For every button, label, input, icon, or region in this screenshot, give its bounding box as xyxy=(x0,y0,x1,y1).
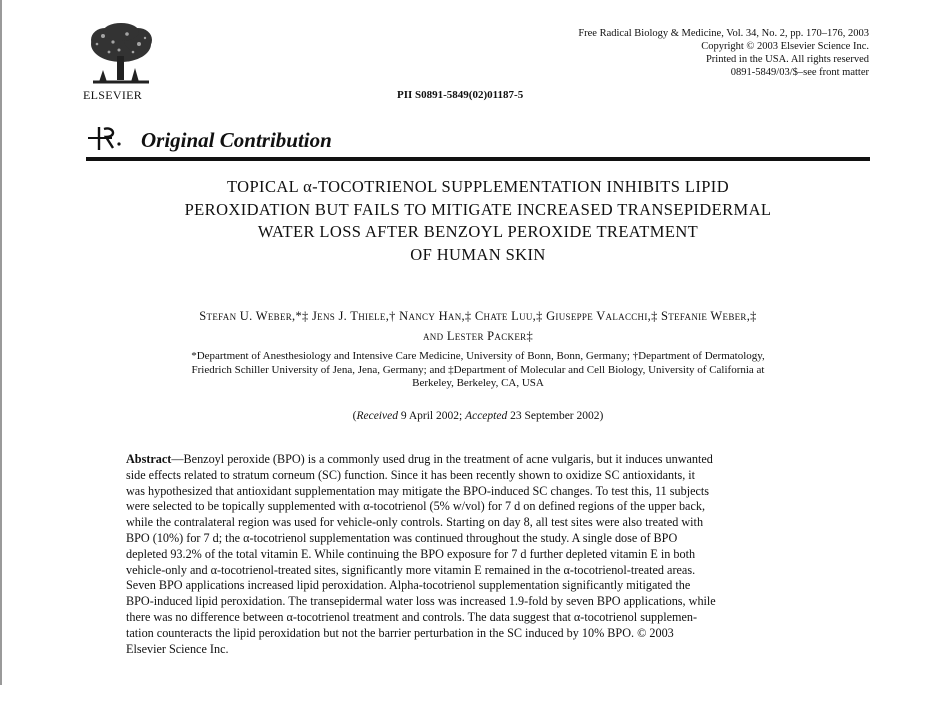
abstract-line: depleted 93.2% of the total vitamin E. While continuing the BPO exposure for 7 d further depleted vitamin E in both xyxy=(126,546,696,561)
section-label: Original Contribution xyxy=(141,128,332,152)
publisher-name: ELSEVIER xyxy=(83,88,143,102)
abstract-line: there was no difference between α-tocotrienol treatment and controls. The data suggest that α-tocotrienol supplemen- xyxy=(126,609,698,624)
abstract-line: Elsevier Science Inc. xyxy=(126,641,229,656)
abstract-line: Seven BPO applications increased lipid peroxidation. Alpha-tocotrienol supplementation significantly mitigated the xyxy=(126,578,691,593)
authors-line: Stefan U. Weber,*‡ Jens J. Thiele,† Nancy Han,‡ Chate Luu,‡ Giuseppe Valacchi,‡ Stefanie Weber,‡ xyxy=(199,309,757,323)
journal-citation: Free Radical Biology & Medicine, Vol. 34, No. 2, pp. 170–176, 2003 xyxy=(578,28,869,39)
abstract-line: BPO (10%) for 7 d; the α-tocotrienol supplementation was continued throughout the study. A single dose of BPO xyxy=(126,530,678,545)
section-mark-icon xyxy=(86,124,132,157)
received-label: Received xyxy=(356,410,398,422)
publication-info xyxy=(578,27,869,79)
accepted-date: 23 September 2002 xyxy=(510,410,600,422)
affiliation-line: Berkeley, Berkeley, CA, USA xyxy=(412,377,544,389)
affiliations xyxy=(120,350,836,391)
affiliation-line: Friedrich Schiller University of Jena, Jena, Germany; and ‡Department of Molecular and Cell Biology, University of California at xyxy=(191,363,765,376)
abstract-line: were selected to be topically supplemented with α-tocotrienol (5% w/vol) for 7 d on defined regions of the upper back, xyxy=(126,499,706,514)
header-rule xyxy=(86,157,870,161)
abstract-text: —Benzoyl peroxide (BPO) is a commonly used drug in the treatment of acne vulgaris, but it induces unwanted xyxy=(171,452,713,466)
title-line: OF HUMAN SKIN xyxy=(410,244,546,264)
abstract-label: Abstract xyxy=(126,452,172,466)
printed-line: Printed in the USA. All rights reserved xyxy=(705,54,869,65)
affiliation-line: *Department of Anesthesiology and Intensive Care Medicine, University of Bonn, Bonn, Germany; †Department of Dermatology, xyxy=(191,350,765,362)
page-edge-line xyxy=(0,0,2,685)
title-line: PEROXIDATION BUT FAILS TO MITIGATE INCREASED TRANSEPIDERMAL xyxy=(184,199,772,219)
title-line: TOPICAL α-TOCOTRIENOL SUPPLEMENTATION INHIBITS LIPID xyxy=(226,177,730,196)
abstract-line: while the contralateral region was used for vehicle-only controls. Starting on day 8, all test sites were also treated with xyxy=(126,515,704,530)
elsevier-tree-logo xyxy=(83,22,159,86)
title-line: WATER LOSS AFTER BENZOYL PEROXIDE TREATMENT xyxy=(257,222,699,241)
author-list xyxy=(86,306,870,346)
copyright-line: Copyright © 2003 Elsevier Science Inc. xyxy=(701,41,869,52)
abstract-line: tation counteracts the lipid peroxidation but not the barrier perturbation in the SC induced by 10% BPO. © 2003 xyxy=(126,625,674,640)
issn-line: 0891-5849/03/$–see front matter xyxy=(730,67,869,78)
abstract-line xyxy=(126,452,830,468)
accepted-label: Accepted xyxy=(465,410,508,422)
abstract-line: BPO-induced lipid peroxidation. The transepidermal water loss was increased 1.9-fold by seven BPO applications, while xyxy=(126,594,716,609)
received-date: 9 April 2002 xyxy=(400,410,459,422)
abstract xyxy=(126,452,830,657)
received-dates: (Received 9 April 2002; Accepted 23 September 2002) xyxy=(352,410,604,422)
abstract-line: vehicle-only and α-tocotrienol-treated sites, significantly more vitamin E remained in the α-tocotrienol-treated areas. xyxy=(126,562,696,577)
abstract-line: was hypothesized that antioxidant supplementation may mitigate the BPO-induced SC changes. To test this, 11 subjects xyxy=(126,483,710,498)
pii-identifier: PII S0891-5849(02)01187-5 xyxy=(397,89,524,101)
abstract-line: side effects related to stratum corneum (SC) function. Since it has been recently shown to oxidize SC antioxidants, it xyxy=(126,467,696,482)
authors-line: and Lester Packer‡ xyxy=(423,329,533,343)
article-title xyxy=(86,176,870,266)
